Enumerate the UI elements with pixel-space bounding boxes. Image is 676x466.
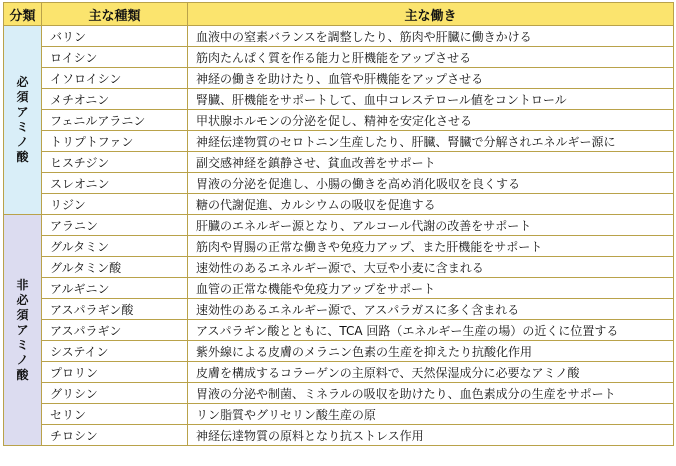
table-row xyxy=(4,425,674,446)
amino-acid-name: システイン xyxy=(42,341,188,362)
amino-acid-function: 神経の働きを助けたり、血管や肝機能をアップさせる xyxy=(188,68,674,89)
amino-acid-name: ロイシン xyxy=(42,47,188,68)
header-name: 主な種類 xyxy=(42,3,188,26)
amino-acid-name: メチオニン xyxy=(42,89,188,110)
table-row xyxy=(4,278,674,299)
amino-acid-table xyxy=(3,2,674,446)
table-row xyxy=(4,236,674,257)
table-row xyxy=(4,215,674,236)
group-label-text: 必須アミノ酸 xyxy=(16,75,29,164)
table-row xyxy=(4,68,674,89)
table-body xyxy=(4,26,674,446)
amino-acid-name: フェニルアラニン xyxy=(42,110,188,131)
table-row xyxy=(4,404,674,425)
table-row xyxy=(4,131,674,152)
group-label-nonessential xyxy=(4,215,42,446)
amino-acid-name: プロリン xyxy=(42,362,188,383)
table-row xyxy=(4,110,674,131)
amino-acid-name: バリン xyxy=(42,26,188,47)
amino-acid-name: アスパラギン xyxy=(42,320,188,341)
amino-acid-function: 神経伝達物質のセロトニン生産したり、肝臓、腎臓で分解されエネルギー源に xyxy=(188,131,674,152)
group-label-essential xyxy=(4,26,42,215)
amino-acid-function: 肝臓のエネルギー源となり、アルコール代謝の改善をサポート xyxy=(188,215,674,236)
table-row xyxy=(4,257,674,278)
amino-acid-function: 糖の代謝促進、カルシウムの吸収を促進する xyxy=(188,194,674,215)
table-row xyxy=(4,26,674,47)
table-row xyxy=(4,173,674,194)
amino-acid-name: アスパラギン酸 xyxy=(42,299,188,320)
amino-acid-function: 筋肉や胃腸の正常な働きや免疫力アップ、また肝機能をサポート xyxy=(188,236,674,257)
amino-acid-function: 皮膚を構成するコラーゲンの主原料で、天然保湿成分に必要なアミノ酸 xyxy=(188,362,674,383)
table-row xyxy=(4,299,674,320)
amino-acid-name: グルタミン xyxy=(42,236,188,257)
amino-acid-name: アラニン xyxy=(42,215,188,236)
amino-acid-function: 甲状腺ホルモンの分泌を促し、精神を安定化させる xyxy=(188,110,674,131)
amino-acid-function: 速効性のあるエネルギー源で、アスパラガスに多く含まれる xyxy=(188,299,674,320)
table-row xyxy=(4,341,674,362)
amino-acid-function: 血液中の窒素バランスを調整したり、筋肉や肝臓に働きかける xyxy=(188,26,674,47)
amino-acid-function: 血管の正常な機能や免疫力アップをサポート xyxy=(188,278,674,299)
group-label-text: 非必須アミノ酸 xyxy=(16,277,29,382)
amino-acid-function: 胃液の分泌や制菌、ミネラルの吸収を助けたり、血色素成分の生産をサポート xyxy=(188,383,674,404)
amino-acid-function: 紫外線による皮膚のメラニン色素の生産を抑えたり抗酸化作用 xyxy=(188,341,674,362)
amino-acid-function: リン脂質やグリセリン酸生産の原 xyxy=(188,404,674,425)
amino-acid-name: チロシン xyxy=(42,425,188,446)
amino-acid-name: イソロイシン xyxy=(42,68,188,89)
amino-acid-name: グルタミン酸 xyxy=(42,257,188,278)
amino-acid-function: 筋肉たんぱく質を作る能力と肝機能をアップさせる xyxy=(188,47,674,68)
amino-acid-name: セリン xyxy=(42,404,188,425)
table-row xyxy=(4,152,674,173)
amino-acid-function: アスパラギン酸とともに、TCA 回路（エネルギー生産の場）の近くに位置する xyxy=(188,320,674,341)
amino-acid-name: トリプトファン xyxy=(42,131,188,152)
header-category: 分類 xyxy=(4,3,42,26)
amino-acid-function: 腎臓、肝機能をサポートして、血中コレステロール値をコントロール xyxy=(188,89,674,110)
table-row xyxy=(4,362,674,383)
table-row xyxy=(4,47,674,68)
table-header-row xyxy=(4,3,674,26)
amino-acid-function: 神経伝達物質の原料となり抗ストレス作用 xyxy=(188,425,674,446)
amino-acid-name: ヒスチジン xyxy=(42,152,188,173)
table-row xyxy=(4,89,674,110)
table-row xyxy=(4,194,674,215)
header-function: 主な働き xyxy=(188,3,674,26)
table-row xyxy=(4,320,674,341)
amino-acid-function: 副交感神経を鎮静させ、貧血改善をサポート xyxy=(188,152,674,173)
amino-acid-function: 胃液の分泌を促進し、小腸の働きを高め消化吸収を良くする xyxy=(188,173,674,194)
amino-acid-name: スレオニン xyxy=(42,173,188,194)
amino-acid-function: 速効性のあるエネルギー源で、大豆や小麦に含まれる xyxy=(188,257,674,278)
table-row xyxy=(4,383,674,404)
amino-acid-name: アルギニン xyxy=(42,278,188,299)
amino-acid-name: グリシン xyxy=(42,383,188,404)
amino-acid-name: リジン xyxy=(42,194,188,215)
